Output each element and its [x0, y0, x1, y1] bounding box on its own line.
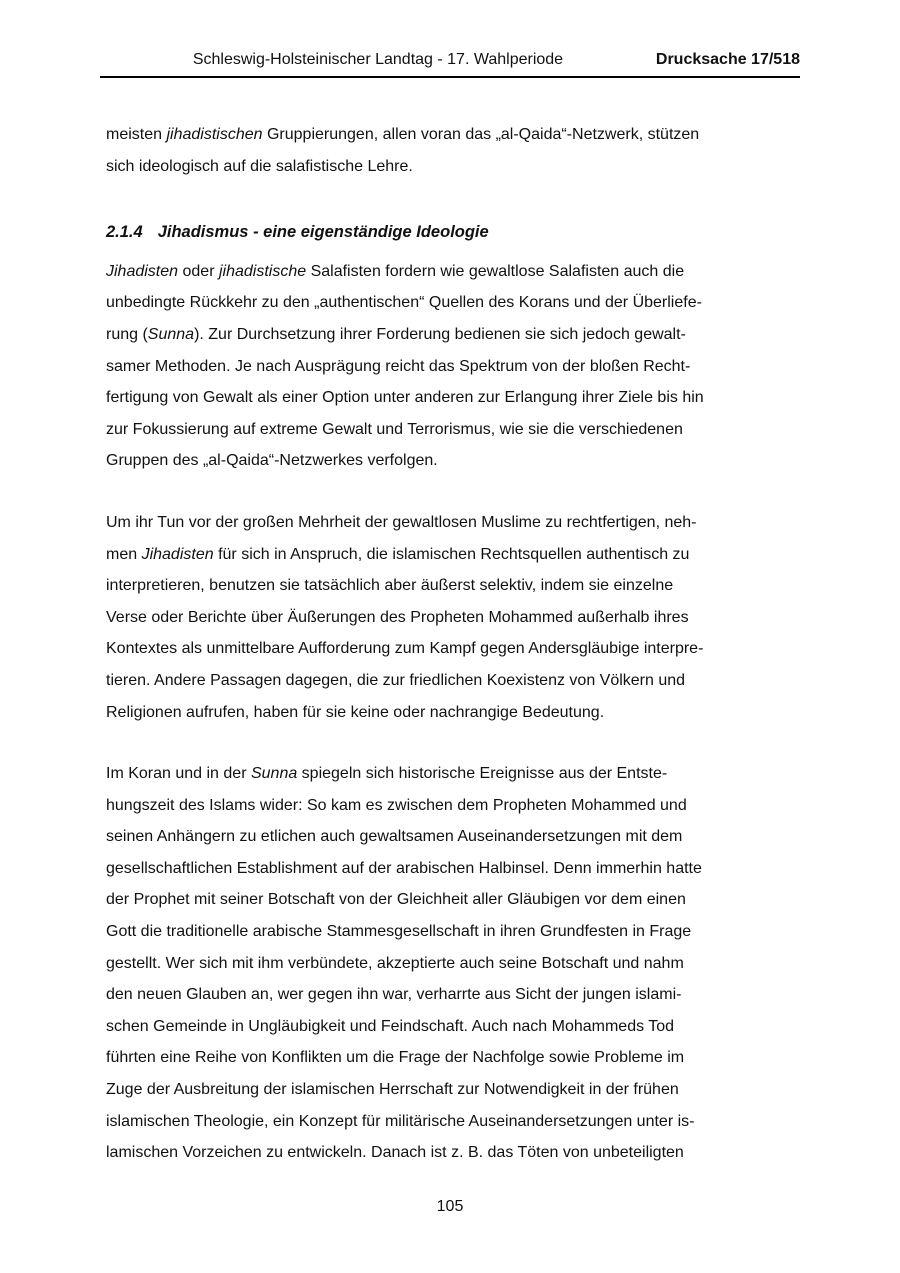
text-line [106, 287, 800, 319]
text-segment: Um ihr Tun vor der großen Mehrheit der gewaltlosen Muslime zu rechtfertigen, neh- [106, 513, 697, 531]
text-segment: Im Koran und in der [106, 765, 251, 783]
text-segment: Gott die traditionelle arabische Stammesgesellschaft in ihren Grundfesten in Frage [106, 923, 692, 941]
text-segment: meisten [106, 126, 167, 143]
text-line [106, 570, 800, 602]
text-segment: unbedingte Rückkehr zu den „authentischen“ Quellen des Korans und der Überliefe- [106, 294, 702, 312]
text-line [106, 1042, 800, 1074]
text-segment: Gruppierungen, allen voran das „al-Qaida“-Netzwerk, stützen [262, 126, 700, 143]
text-segment: hungszeit des Islams wider: So kam es zwischen dem Propheten Mohammed und [106, 796, 687, 814]
text-segment: für sich in Anspruch, die islamischen Rechtsquellen authentisch zu [213, 545, 690, 563]
text-segment: den neuen Glauben an, wer gegen ihn war, verharrte aus Sicht der jungen islami- [106, 986, 682, 1004]
text-segment: interpretieren, benutzen sie tatsächlich aber äußerst selektiv, indem sie einzelne [106, 577, 674, 595]
text-line [106, 1011, 800, 1043]
text-segment: men [106, 545, 142, 563]
text-segment: islamischen Theologie, ein Konzept für militärische Auseinandersetzungen unter is- [106, 1112, 695, 1130]
text-line [106, 1137, 800, 1169]
text-line [106, 414, 800, 446]
page-footer [0, 1191, 900, 1223]
text-segment: sich ideologisch auf die salafistische Lehre. [106, 157, 413, 175]
text-segment: Zuge der Ausbreitung der islamischen Herrschaft zur Notwendigkeit in der frühen [106, 1081, 679, 1099]
text-segment: ). Zur Durchsetzung ihrer Forderung bedienen sie sich jedoch gewalt- [194, 325, 686, 343]
paragraph [106, 119, 800, 182]
text-line [106, 790, 800, 822]
text-segment: Kontextes als unmittelbare Aufforderung zum Kampf gegen Andersgläubige interpre- [106, 640, 704, 658]
section-heading [106, 217, 800, 249]
header-left-wrap [100, 50, 656, 70]
paragraph [106, 256, 800, 477]
text-line [106, 507, 800, 539]
text-line [106, 445, 800, 477]
text-line [106, 1106, 800, 1138]
text-line [106, 539, 800, 571]
text-line [106, 916, 800, 948]
header-drucksache-number: Drucksache 17/518 [655, 51, 800, 68]
text-line [106, 256, 800, 288]
text-segment: Gruppen des „al-Qaida“-Netzwerkes verfolgen. [106, 452, 438, 470]
text-segment: lamischen Vorzeichen zu entwickeln. Danach ist z. B. das Töten von unbeteiligten [106, 1144, 684, 1162]
header-document-title: Schleswig-Holsteinischer Landtag - 17. Wahlperiode [192, 51, 564, 68]
text-segment: Religionen aufrufen, haben für sie keine oder nachrangige Bedeutung. [106, 703, 605, 721]
document-body [106, 119, 800, 1199]
text-segment: rung ( [106, 325, 148, 343]
heading-number: 2.1.4 [106, 223, 143, 242]
text-segment: fertigung von Gewalt als einer Option unter anderen zur Erlangung ihrer Ziele bis hin [106, 389, 704, 407]
text-line [106, 758, 800, 790]
text-line [106, 884, 800, 916]
text-line [106, 697, 800, 729]
text-line [106, 633, 800, 665]
text-segment: seinen Anhängern zu etlichen auch gewaltsamen Auseinandersetzungen mit dem [106, 828, 683, 846]
text-line [106, 948, 800, 980]
text-line [106, 319, 800, 351]
text-line [106, 979, 800, 1011]
text-segment: jihadistische [218, 262, 307, 280]
text-segment: führten eine Reihe von Konflikten um die Frage der Nachfolge sowie Probleme im [106, 1049, 685, 1067]
text-line [106, 602, 800, 634]
text-segment: Verse oder Berichte über Äußerungen des Propheten Mohammed außerhalb ihres [106, 608, 689, 626]
text-segment: Salafisten fordern wie gewaltlose Salafisten auch die [306, 262, 685, 280]
paragraph [106, 758, 800, 1169]
paragraph [106, 507, 800, 728]
text-segment: jihadistischen [166, 126, 263, 143]
text-segment: schen Gemeinde in Ungläubigkeit und Feindschaft. Auch nach Mohammeds Tod [106, 1017, 675, 1035]
text-segment: Jihadisten [141, 545, 214, 563]
text-segment: Sunna [147, 325, 195, 343]
page-number: 105 [436, 1198, 464, 1215]
text-segment: Sunna [250, 765, 298, 783]
text-segment: gestellt. Wer sich mit ihm verbündete, akzeptierte auch seine Botschaft und nahm [106, 954, 684, 972]
text-line [106, 351, 800, 383]
text-line [106, 119, 800, 151]
text-line [106, 853, 800, 885]
page-header [100, 50, 800, 78]
text-line [106, 382, 800, 414]
text-segment: oder [178, 262, 219, 280]
text-segment: spiegeln sich historische Ereignisse aus der Entste- [297, 765, 668, 783]
text-segment: der Prophet mit seiner Botschaft von der Gleichheit aller Gläubigen vor dem einen [106, 891, 686, 909]
text-segment: tieren. Andere Passagen dagegen, die zur friedlichen Koexistenz von Völkern und [106, 671, 686, 689]
heading-text: Jihadismus - eine eigenständige Ideologie [157, 223, 489, 242]
text-line [106, 821, 800, 853]
text-segment: gesellschaftlichen Establishment auf der arabischen Halbinsel. Denn immerhin hatte [106, 859, 702, 877]
text-line [106, 665, 800, 697]
text-line [106, 1074, 800, 1106]
text-segment: Jihadisten [106, 262, 179, 280]
text-segment: samer Methoden. Je nach Ausprägung reicht das Spektrum von der bloßen Recht- [106, 357, 691, 375]
text-line [106, 151, 800, 183]
text-segment: zur Fokussierung auf extreme Gewalt und Terrorismus, wie sie die verschiedenen [106, 420, 683, 438]
